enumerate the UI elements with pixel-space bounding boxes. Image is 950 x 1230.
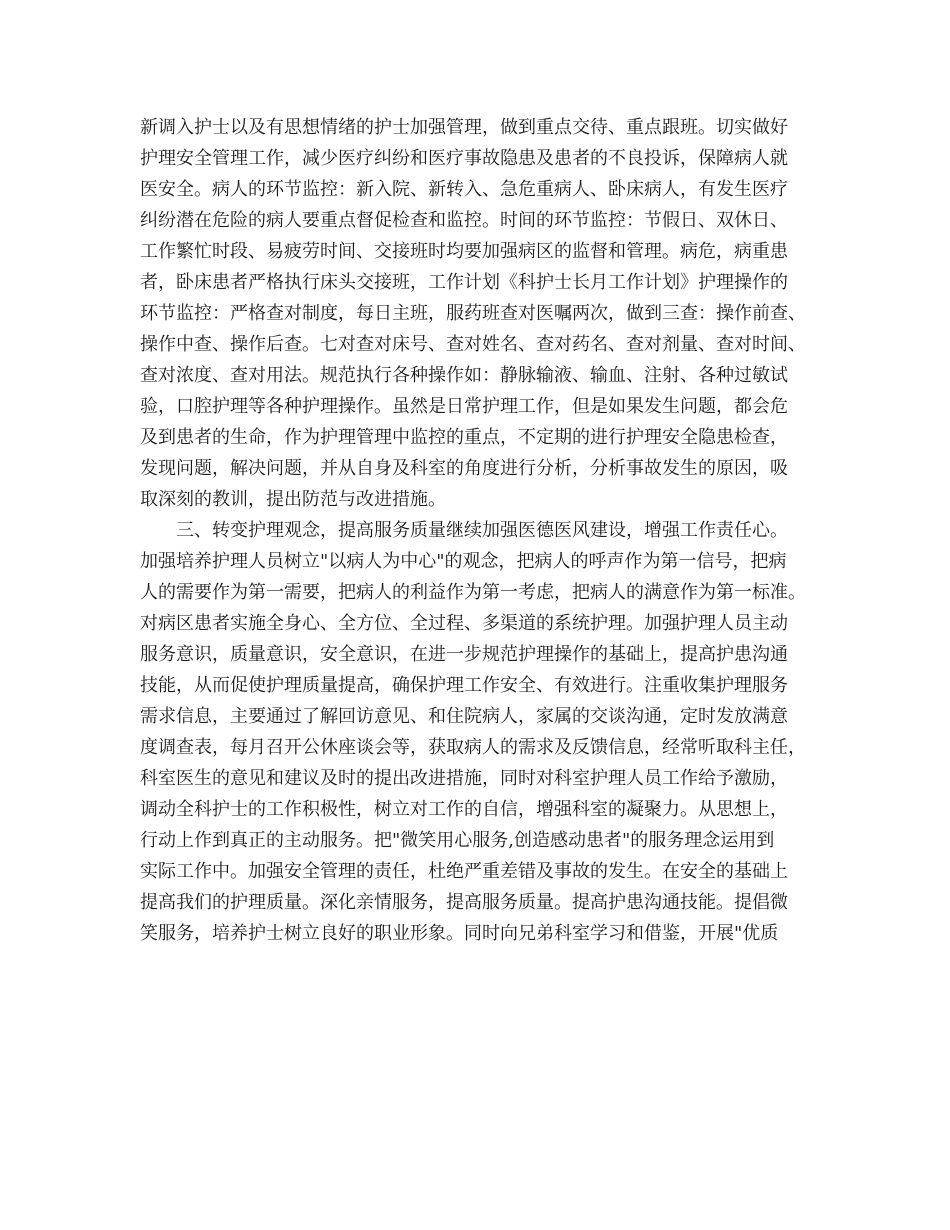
text-line: 需求信息，主要通过了解回访意见、和住院病人，家属的交谈沟通，定时发放满意	[140, 706, 788, 727]
text-line: 实际工作中。加强安全管理的责任，杜绝严重差错及事故的发生。在安全的基础上	[140, 861, 788, 882]
text-line: 护理安全管理工作，减少医疗纠纷和医疗事故隐患及患者的不良投诉，保障病人就	[140, 148, 788, 169]
document-body	[140, 112, 820, 949]
text-line: 医安全。病人的环节监控：新入院、新转入、急危重病人、卧床病人，有发生医疗	[140, 179, 788, 200]
text-line: 行动上作到真正的主动服务。把"微笑用心服务,创造感动患者"的服务理念运用到	[140, 830, 775, 851]
text-line: 工作繁忙时段、易疲劳时间、交接班时均要加强病区的监督和管理。病危，病重患	[140, 241, 788, 262]
text-line: 环节监控：严格查对制度，每日主班，服药班查对医嘱两次，做到三查：操作前查、	[140, 303, 806, 324]
text-line: 服务意识，质量意识，安全意识，在进一步规范护理操作的基础上，提高护患沟通	[140, 644, 788, 665]
text-line: 加强培养护理人员树立"以病人为中心"的观念，把病人的呼声作为第一信号，把病	[140, 551, 787, 572]
text-line: 者，卧床患者严格执行床头交接班，工作计划《科护士长月工作计划》护理操作的	[140, 272, 788, 293]
text-line: 度调查表，每月召开公休座谈会等，获取病人的需求及反馈信息，经常听取科主任，	[140, 737, 806, 758]
text-line: 技能，从而促使护理质量提高，确保护理工作安全、有效进行。注重收集护理服务	[140, 675, 788, 696]
text-line: 取深刻的教训，提出防范与改进措施。	[140, 489, 446, 510]
text-line: 笑服务，培养护士树立良好的职业形象。同时向兄弟科室学习和借鉴，开展"优质	[140, 923, 779, 944]
text-line: 新调入护士以及有思想情绪的护士加强管理，做到重点交待、重点跟班。切实做好	[140, 117, 788, 138]
text-line: 验，口腔护理等各种护理操作。虽然是日常护理工作，但是如果发生问题，都会危	[140, 396, 788, 417]
text-line: 发现问题，解决问题，并从自身及科室的角度进行分析，分析事故发生的原因，吸	[140, 458, 788, 479]
text-line: 科室医生的意见和建议及时的提出改进措施，同时对科室护理人员工作给予激励，	[140, 768, 788, 789]
text-line: 纠纷潜在危险的病人要重点督促检查和监控。时间的环节监控：节假日、双休日、	[140, 210, 788, 231]
text-line: 调动全科护士的工作积极性，树立对工作的自信，增强科室的凝聚力。从思想上，	[140, 799, 788, 820]
text-line: 及到患者的生命，作为护理管理中监控的重点，不定期的进行护理安全隐患检查，	[140, 427, 788, 448]
text-line: 提高我们的护理质量。深化亲情服务，提高服务质量。提高护患沟通技能。提倡微	[140, 892, 788, 913]
text-line: 操作中查、操作后查。七对查对床号、查对姓名、查对药名、查对剂量、查对时间、	[140, 334, 806, 355]
text-line: 查对浓度、查对用法。规范执行各种操作如：静脉输液、输血、注射、各种过敏试	[140, 365, 788, 386]
text-line: 三、转变护理观念，提高服务质量继续加强医德医风建设，增强工作责任心。	[176, 520, 788, 541]
text-line: 人的需要作为第一需要，把病人的利益作为第一考虑，把病人的满意作为第一标准。	[140, 582, 806, 603]
text-line: 对病区患者实施全身心、全方位、全过程、多渠道的系统护理。加强护理人员主动	[140, 613, 788, 634]
